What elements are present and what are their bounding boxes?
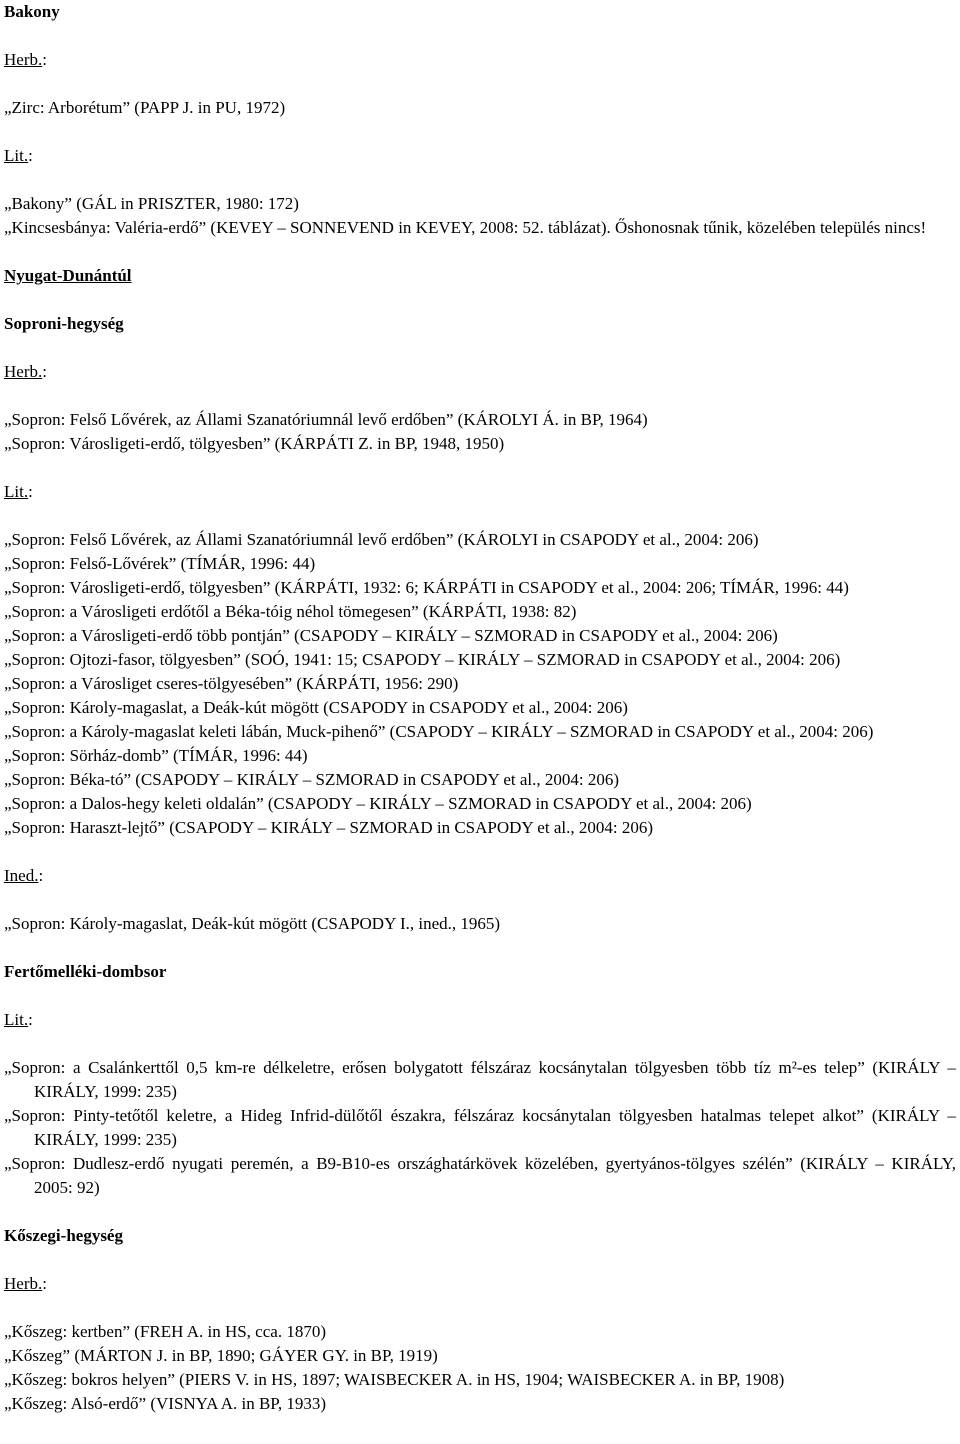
record-entry: „Sopron: Károly-magaslat, a Deák-kút mögött (CSAPODY in CSAPODY et al., 2004: 206) [4,698,628,717]
record-entry: „Sopron: a Városligeti-erdő több pontján” (CSAPODY – KIRÁLY – SZMORAD in CSAPODY et al., 2004: 206) [4,626,778,645]
record-entry: „Sopron: Dudlesz-erdő nyugati peremén, a B9-B10-es országhatárkövek közelében, gyertyános-tölgyes szélén” (KIRÁLY – KIRÁLY, 2005: 92) [4,1154,956,1197]
record-entry: „Sopron: Városligeti-erdő, tölgyesben” (KÁRPÁTI, 1932: 6; KÁRPÁTI in CSAPODY et al., 2004: 206; TÍMÁR, 1996: 44) [4,578,849,597]
record-entry: „Kőszeg: Alsó-erdő” (VISNYA A. in BP, 1933) [4,1394,327,1413]
record-entry: „Kőszeg: bokros helyen” (PIERS V. in HS, 1897; WAISBECKER A. in HS, 1904; WAISBECKER A. in BP, 1908) [4,1370,785,1389]
record-entry: „Sopron: Ojtozi-fasor, tölgyesben” (SOÓ, 1941: 15; CSAPODY – KIRÁLY – SZMORAD in CSAPODY et al., 2004: 206) [4,650,841,669]
subregion-heading: Soproni-hegység [4,314,124,333]
record-entry: „Sopron: Károly-magaslat, Deák-kút mögött (CSAPODY I., ined., 1965) [4,914,501,933]
record-entry: „Sopron: Béka-tó” (CSAPODY – KIRÁLY – SZMORAD in CSAPODY et al., 2004: 206) [4,770,620,789]
region-heading: Nyugat-Dunántúl [4,266,132,285]
record-entry: „Kőszeg: kertben” (FREH A. in HS, cca. 1870) [4,1322,326,1341]
record-entry: „Sopron: Haraszt-lejtő” (CSAPODY – KIRÁLY – SZMORAD in CSAPODY et al., 2004: 206) [4,818,653,837]
record-entry: „Zirc: Arborétum” (PAPP J. in PU, 1972) [4,98,286,117]
record-entry: „Kőszeg” (MÁRTON J. in BP, 1890; GÁYER GY. in BP, 1919) [4,1346,438,1365]
record-entry: „Sopron: Sörház-domb” (TÍMÁR, 1996: 44) [4,746,308,765]
record-entry: „Kincsesbánya: Valéria-erdő” (KEVEY – SONNEVEND in KEVEY, 2008: 52. táblázat). Őshonosnak tűnik, közelében település nincs! [4,218,927,237]
herbarium-label: Herb.: [4,1274,47,1293]
subregion-heading: Kőszegi-hegység [4,1226,123,1245]
herbarium-label: Herb.: [4,362,47,381]
record-entry: „Sopron: a Károly-magaslat keleti lábán, Muck-pihenő” (CSAPODY – KIRÁLY – SZMORAD in CSAPODY et al., 2004: 206) [4,722,874,741]
record-entry: „Sopron: Városligeti-erdő, tölgyesben” (KÁRPÁTI Z. in BP, 1948, 1950) [4,434,505,453]
record-entry: „Sopron: a Városligeti erdőtől a Béka-tóig néhol tömegesen” (KÁRPÁTI, 1938: 82) [4,602,577,621]
record-entry: „Sopron: Pinty-tetőtől keletre, a Hideg Infrid-dülőtől északra, félszáraz kocsánytalan tölgyesben hatalmas telepet alkot” (KIRÁLY – KIRÁLY, 1999: 235) [4,1106,956,1149]
record-entry: „Bakony” (GÁL in PRISZTER, 1980: 172) [4,194,299,213]
literature-label: Lit.: [4,482,33,501]
herbarium-label: Herb.: [4,50,47,69]
record-entry: „Sopron: a Csalánkerttől 0,5 km-re délkeletre, erősen bolygatott félszáraz kocsánytalan tölgyesben több tíz m²-es telep” (KIRÁLY – KIRÁLY, 1999: 235) [4,1058,956,1101]
record-entry: „Sopron: a Városliget cseres-tölgyesében” (KÁRPÁTI, 1956: 290) [4,674,459,693]
record-entry: „Sopron: Felső-Lővérek” (TÍMÁR, 1996: 44) [4,554,316,573]
subregion-heading: Fertőmelléki-dombsor [4,962,167,981]
record-entry: „Sopron: Felső Lővérek, az Állami Szanatóriumnál levő erdőben” (KÁROLYI in CSAPODY et al., 2004: 206) [4,530,759,549]
region-heading: Bakony [4,2,60,21]
record-entry: „Sopron: Felső Lővérek, az Állami Szanatóriumnál levő erdőben” (KÁROLYI Á. in BP, 1964) [4,410,648,429]
unpublished-label: Ined.: [4,866,44,885]
record-entry: „Sopron: a Dalos-hegy keleti oldalán” (CSAPODY – KIRÁLY – SZMORAD in CSAPODY et al., 2004: 206) [4,794,752,813]
literature-label: Lit.: [4,1010,33,1029]
literature-label: Lit.: [4,146,33,165]
